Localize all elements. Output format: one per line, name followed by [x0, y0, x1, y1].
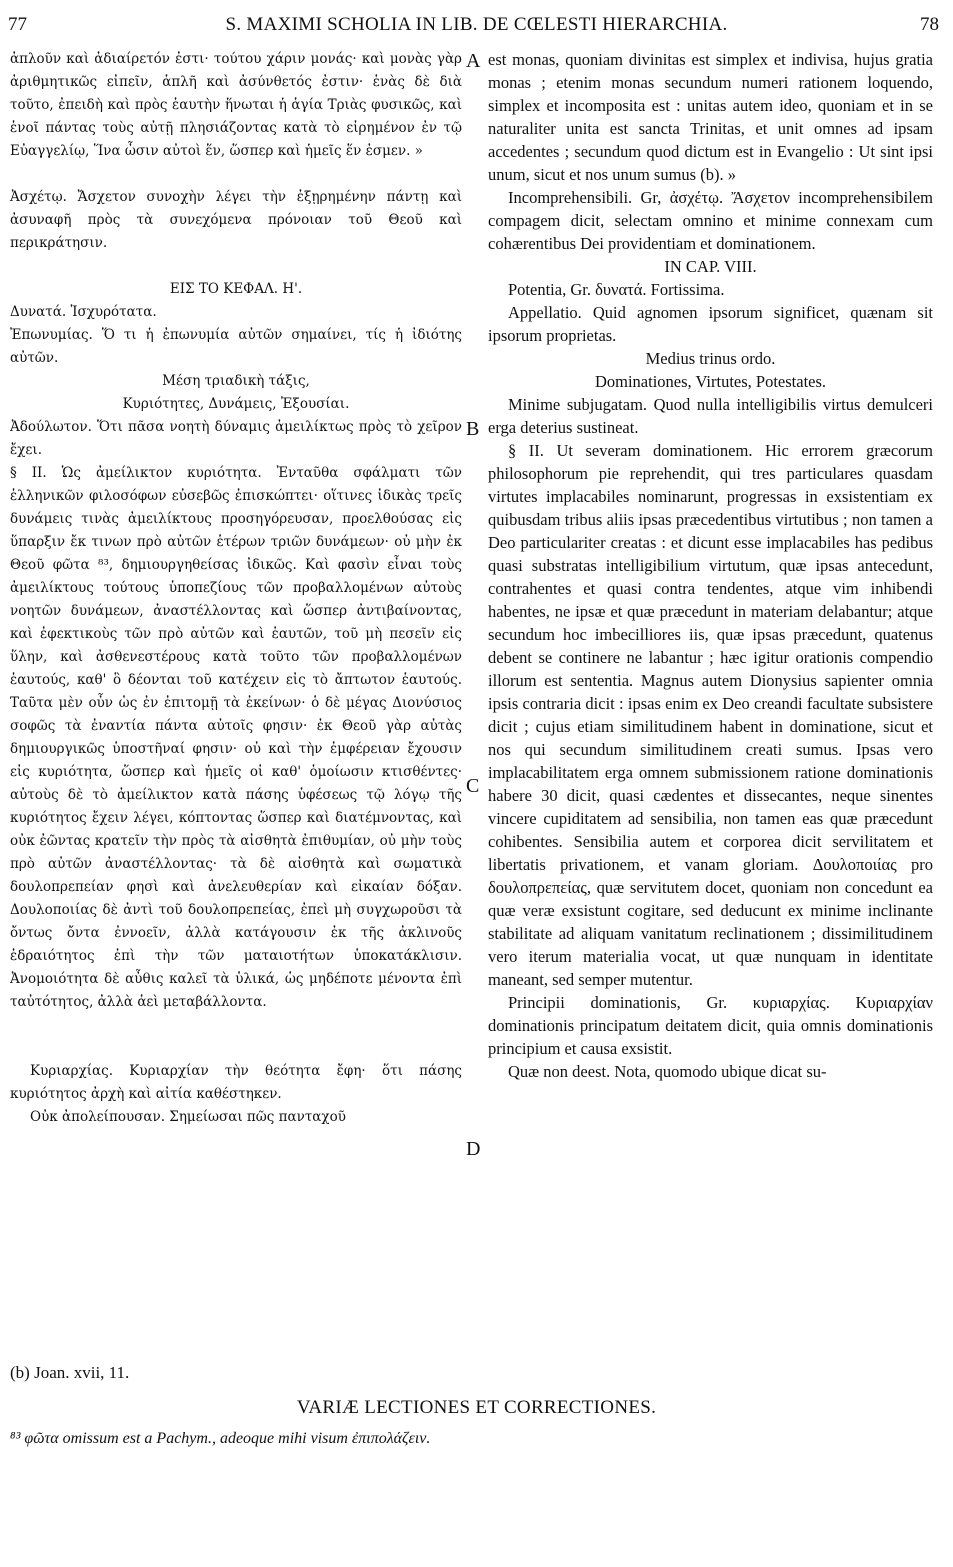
- latin-chapter-heading: IN CAP. VIII.: [664, 257, 757, 276]
- page-header: [0, 14, 953, 38]
- greek-order-line: Μέση τριαδικὴ τάξις,: [162, 373, 310, 389]
- latin-order-line: Medius trinus ordo.: [645, 349, 776, 368]
- margin-letter-b: B: [466, 418, 480, 440]
- latin-paragraph-1: est monas, quoniam divinitas est simplex et indivisa, hujus gratia monas ; etenim monas secundum numeri rationem loquendo, simplex et incomposita est : unitas autem ideo, quoniam et in se naturaliter unita est sancta Trinitas, et unit omnes ad ipsam accedentes ; secundum quod dictum est in Evangelio : Ut sint ipsi unum, sicut et nos unum sumus (b). »: [488, 50, 933, 184]
- margin-letter-d: D: [466, 1138, 481, 1160]
- margin-letter-c: C: [466, 775, 480, 797]
- greek-paragraph-2: Ἀσχέτῳ. Ἄσχετον συνοχὴν λέγει τὴν ἐξῃρημένην πάντῃ καὶ ἀσυναφῆ πρὸς τὰ συνεχόμενα πρόνοιαν τοῦ Θεοῦ καὶ περικράτησιν.: [10, 189, 462, 251]
- greek-paragraph-section-2: § II. Ὡς ἀμείλικτον κυριότητα. Ἐνταῦθα σφάλματι τῶν ἑλληνικῶν φιλοσόφων εὐσεβῶς ἐπισκώπτει· οἵτινες ἰδικὰς τρεῖς δυνάμεις τινὰς ἀμειλίκτους προσηγόρευσαν, προελθούσας εἰς ὕπαρξιν ἔκ τινων πρὸ αὐτῶν ἑτέρων τριῶν δυνάμεων· οὐ μὴν ἐκ Θεοῦ φῶτα ⁸³, δημιουργηθείσας ἰδικῶς. Καὶ φασὶν εἶναι τοὺς ἀμειλίκτους τούτους ὑποπεζίους τῶν προβαλλομένων αὐτοὺς νοητῶν δυνάμεων, ἀναστέλλοντας καὶ ὥσπερ ἀντιβαίνοντας, καὶ ἐφεκτικοὺς τῶν πρὸ αὐτῶν καὶ ἑαυτῶν, τοῦ μὴ πεσεῖν εἰς ὕλην, καὶ ἀσθενεστέρους κατὰ τοῦτο τῶν προβαλλομένων ἑαυτούς, καθ' ὃ δέονται τοῦ κατέχειν εἰς τὸ ἄπτωτον ἑαυτούς. Ταῦτα μὲν οὖν ὡς ἐν ἐπιτομῇ τὰ ἐκείνων· ὁ δὲ μέγας Διονύσιος σοφῶς τὰ ἐναντία πάντα αὐτοῖς φησιν· ἐκ Θεοῦ γὰρ αὐτὰς δημιουργικῶς ὑποστῆναί φησιν· οὐ καὶ τὴν ἐμφέρειαν ἔχουσιν εἰς κυριότητα, ὥσπερ καὶ ἡμεῖς οἱ καθ' ὁμοίωσιν κτισθέντες· αὐτοὺς δὲ τὸ ἀμείλικτον κατὰ πάσης ὑφέσεως τῷ λόγῳ τῆς κυριότητος ἔχειν λέγει, κόπτοντας ὥσπερ καὶ διατέμνοντας, καὶ οὐκ ἐῶντας κρατεῖν τὴν πρὸς τὰ αἰσθητὰ ἐπιθυμίαν, οὐ μὴν τοὺς πρὸ αὐτῶν ἀναστέλλοντας· τὰ δὲ αἰσθητὰ καὶ σωματικὰ δουλοπρεπείαν φησὶ καὶ ἀνελευθερίαν καὶ εἰκαίαν δόξαν. Δουλοποιίας δὲ ἀντὶ τοῦ δουλοπρεπείας, ἐπεὶ μὴ συγχωροῦσι τὰ ὄντως ὄντα ἐννοεῖν, ἀλλὰ κατάγουσιν ἐκ τῆς ἀκλινοῦς ἑδραιότητος ἐπὶ τὴν τῶν ματαιοτήτων ὑποκατάκλισιν. Ἀνομοιότητα δὲ αὖθις καλεῖ τὰ ὑλικά, ὡς μηδέποτε μένοντα ἐπὶ ταὐτότητος, ἀλλὰ ἀεὶ μεταβάλλοντα.: [10, 465, 462, 1010]
- variae-lectiones-title: VARIÆ LECTIONES ET CORRECTIONES.: [296, 1397, 657, 1418]
- greek-column: [10, 48, 462, 1129]
- latin-paragraph-2: Incomprehensibili. Gr, ἀσχέτῳ. Ἄσχετον incomprehensibilem compagem dicit, selectam omnino et minime connexam cum cohærentibus Dei providentiam et dominationem.: [488, 188, 933, 253]
- footnote-b: (b) Joan. xvii, 11.: [10, 1363, 130, 1382]
- latin-orders-list: Dominationes, Virtutes, Potestates.: [594, 372, 827, 391]
- greek-chapter-heading: ΕΙΣ ΤΟ ΚΕΦΑΛ. Η'.: [169, 281, 303, 297]
- latin-paragraph-section-2: § II. Ut severam dominationem. Hic errorem græcorum philosophorum pie reprehendit, qui tres particulares quasdam virtutes implacabiles nominarunt, progressas in exsistentiam ex quibusdam tribus aliis ipsas præcedentibus virtutibus ; non tamen a Deo particulariter creatas : et dicunt esse implacabiles has pedibus quasi substratas intelligibilium virtutum, quæ ipsas antecedunt, contrahentes et quasi contra tendentes, atque vim inhibendi habentes, ne ipsæ et quæ præcedunt in materiam delabantur; atque secundum hoc imbecilliores iis, quæ ipsas præcedunt, quatenus debent se continere ne labantur ; hæc igitur orationis compendio illorum est sententia. Magnus autem Dionysius sapienter omnia ipsis contraria dicit : ipsas enim ex Deo creandi facultate subsistere dicit ; cujus etiam similitudinem habent in dominatione, sicut et nos qui secundum similitudinem creati sumus. Ipsas vero implacabilitatem erga omnem submissionem ratione dominationis habere 30 dicit, quasi cædentes et dissecantes, neque sinentes vincere cupiditatem ad sensibilia, non tamen eas quæ præcedunt cohibentes. Sensibilia autem et corporea dicit servilitatem et libertatis privationem, et vanam gloriam. Δουλοποιίας pro δουλοπρεπείας, quæ servitutem docet, quoniam non concedunt ea quæ veræ exsistunt cogitare, sed deducunt ex minime inclinante stabilitate ad aliquam vanitatum reclinationem ; dissimilitudinem vero iterum materialia vocat, ut quæ nunquam in identitate maneant, sed semper mutentur.: [488, 441, 933, 989]
- right-page-number: 78: [920, 14, 939, 35]
- variae-lectiones-note: ⁸³ φῶτα omissum est a Pachym., adeoque mihi visum ἐπιπολάζειν.: [10, 1430, 431, 1447]
- greek-paragraph-kyriarchias: Κυριαρχίας. Κυριαρχίαν τὴν θεότητα ἔφη· ὅτι πάσης κυριότητος ἀρχὴ καὶ αἰτία καθέστηκεν.: [10, 1063, 462, 1102]
- greek-paragraph-dynata: Δυνατά. Ἰσχυρότατα.: [10, 304, 157, 320]
- greek-paragraph-adoulotos: Ἀδούλωτον. Ὅτι πᾶσα νοητὴ δύναμις ἀμειλίκτως πρὸς τὸ χεῖρον ἔχει.: [10, 419, 462, 458]
- latin-paragraph-quae-non-deest: Quæ non deest. Nota, quomodo ubique dicat su-: [508, 1062, 827, 1081]
- greek-paragraph-ouk-apoleipousan: Οὐκ ἀπολείπουσαν. Σημείωσαι πῶς πανταχοῦ: [30, 1109, 346, 1125]
- latin-paragraph-minime: Minime subjugatam. Quod nulla intelligibilis virtus demulceri erga deterius sustineat.: [488, 395, 933, 437]
- greek-paragraph-1: ἁπλοῦν καὶ ἀδιαίρετόν ἐστι· τούτου χάριν μονάς· καὶ μονὰς γὰρ ἀριθμητικῶς εἰπεῖν, ἁπλῆ καὶ ἀσύνθετός ἐστιν· ἑνὰς δὲ διὰ τοῦτο, ἐπειδὴ καὶ πρὸς ἑαυτὴν ἥνωται ἡ ἁγία Τριὰς φυσικῶς, καὶ ἑνοῖ πάντας τοὺς αὐτῇ πλησιάζοντας κατὰ τὸ εἰρημένον ἐν τῷ Εὐαγγελίῳ, Ἵνα ὦσιν αὐτοὶ ἕν, ὥσπερ καὶ ἡμεῖς ἕν ἐσμεν. »: [10, 51, 462, 159]
- greek-orders-list: Κυριότητες, Δυνάμεις, Ἐξουσίαι.: [122, 396, 350, 412]
- latin-column: [488, 48, 933, 1083]
- greek-paragraph-eponymias: Ἐπωνυμίας. Ὅ τι ἡ ἐπωνυμία αὐτῶν σημαίνει, τίς ἡ ἰδιότης αὐτῶν.: [10, 327, 462, 366]
- left-page-number: 77: [8, 14, 27, 35]
- running-title: S. MAXIMI SCHOLIA IN LIB. DE CŒLESTI HIERARCHIA.: [225, 14, 728, 35]
- latin-paragraph-principii: Principii dominationis, Gr. κυριαρχίας. Κυριαρχίαν dominationis principatum deitatem dicit, quia omnis dominationis principium et causa exsistit.: [488, 993, 933, 1058]
- latin-paragraph-potentia: Potentia, Gr. δυνατά. Fortissima.: [508, 280, 725, 299]
- margin-letter-a: A: [466, 50, 481, 72]
- latin-paragraph-appellatio: Appellatio. Quid agnomen ipsorum significet, quænam sit ipsorum proprietas.: [488, 303, 933, 345]
